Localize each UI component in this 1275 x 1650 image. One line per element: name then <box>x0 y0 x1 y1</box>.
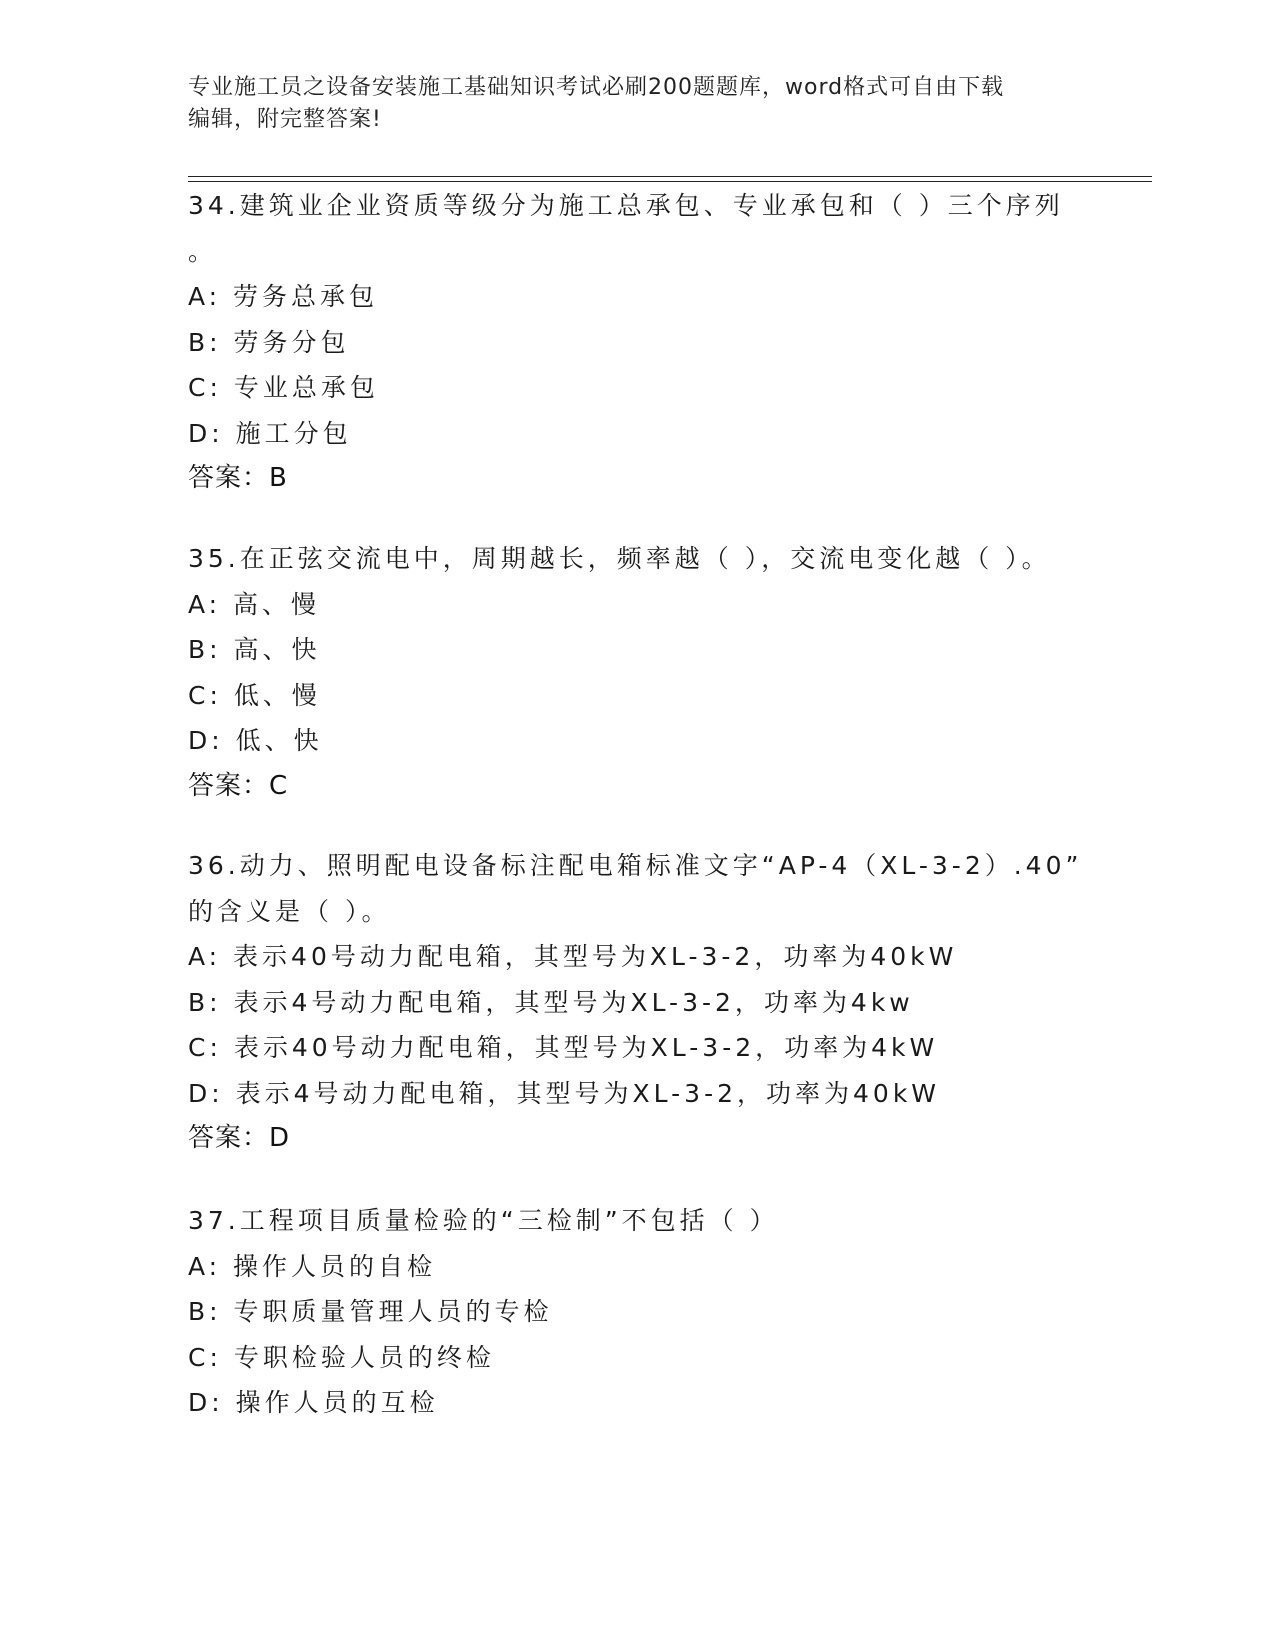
option-c <box>188 1025 1088 1071</box>
option-d <box>188 1071 1088 1117</box>
option-key: A: <box>188 942 222 971</box>
option-text: 表示4号动力配电箱，其型号为XL-3-2，功率为40kW <box>235 1078 941 1108</box>
option-a <box>188 934 1088 980</box>
header-divider-bottom <box>188 181 1152 182</box>
question-stem-line: 36.动力、照明配电设备标注配电箱标准文字“AP-4（XL-3-2）.40” <box>188 851 1083 880</box>
answer-line: 答案：D <box>188 1123 291 1153</box>
option-text: 专职质量管理人员的专检 <box>233 1297 553 1326</box>
question-stem-line: 。 <box>188 236 218 266</box>
option-key: B: <box>188 327 222 357</box>
option-text: 专业总承包 <box>233 373 379 402</box>
question-36 <box>188 843 1088 1162</box>
option-text: 劳务分包 <box>233 327 350 357</box>
header-title-line-2: 编辑，附完整答案! <box>188 107 382 132</box>
header-divider-top <box>188 176 1152 177</box>
option-text: 操作人员的互检 <box>235 1388 439 1417</box>
answer-line: 答案：C <box>188 770 289 801</box>
option-a <box>188 582 1088 628</box>
option-b <box>188 627 1088 673</box>
option-key: D: <box>188 726 224 755</box>
question-stem-line: 34.建筑业企业资质等级分为施工总承包、专业承包和（ ）三个序列 <box>188 191 1064 220</box>
option-d <box>188 1380 1088 1426</box>
option-text: 高、慢 <box>233 589 321 619</box>
question-35 <box>188 536 1088 809</box>
option-key: D: <box>188 418 224 448</box>
question-stem-line: 的含义是（ ）。 <box>188 896 391 926</box>
option-text: 表示4号动力配电箱，其型号为XL-3-2，功率为4kw <box>233 987 914 1017</box>
option-b <box>188 980 1088 1026</box>
option-key: B: <box>188 635 222 664</box>
question-stem-line: 37.工程项目质量检验的“三检制”不包括（ ） <box>188 1206 779 1235</box>
option-text: 施工分包 <box>235 418 352 448</box>
option-key: C: <box>188 680 222 710</box>
option-key: D: <box>188 1078 224 1108</box>
option-text: 劳务总承包 <box>233 282 379 311</box>
option-text: 表示40号动力配电箱，其型号为XL-3-2，功率为40kW <box>233 942 958 971</box>
option-b <box>188 1289 1088 1335</box>
option-key: B: <box>188 1297 222 1326</box>
option-c <box>188 673 1088 719</box>
option-key: B: <box>188 987 222 1017</box>
option-key: C: <box>188 373 222 402</box>
option-text: 专职检验人员的终检 <box>233 1342 495 1372</box>
option-text: 表示40号动力配电箱，其型号为XL-3-2，功率为4kW <box>233 1033 939 1062</box>
question-stem-line: 35.在正弦交流电中，周期越长，频率越（ ），交流电变化越（ ）。 <box>188 544 1051 573</box>
option-key: A: <box>188 1251 222 1281</box>
option-key: C: <box>188 1033 222 1062</box>
option-key: C: <box>188 1342 222 1372</box>
option-key: A: <box>188 282 222 311</box>
option-text: 高、快 <box>233 635 321 664</box>
option-a <box>188 274 1088 320</box>
question-34 <box>188 183 1088 502</box>
option-d <box>188 718 1088 764</box>
option-key: A: <box>188 589 222 619</box>
option-text: 低、慢 <box>233 680 321 710</box>
question-37 <box>188 1198 1088 1426</box>
option-key: D: <box>188 1388 224 1417</box>
answer-line: 答案：B <box>188 463 288 493</box>
option-a <box>188 1244 1088 1290</box>
document-header <box>188 72 1068 136</box>
option-c <box>188 365 1088 411</box>
option-c <box>188 1335 1088 1381</box>
option-text: 操作人员的自检 <box>233 1251 437 1281</box>
option-d <box>188 411 1088 457</box>
option-b <box>188 320 1088 366</box>
header-title-line-1: 专业施工员之设备安装施工基础知识考试必刷200题题库，word格式可自由下载 <box>188 75 1005 100</box>
option-text: 低、快 <box>235 726 323 755</box>
